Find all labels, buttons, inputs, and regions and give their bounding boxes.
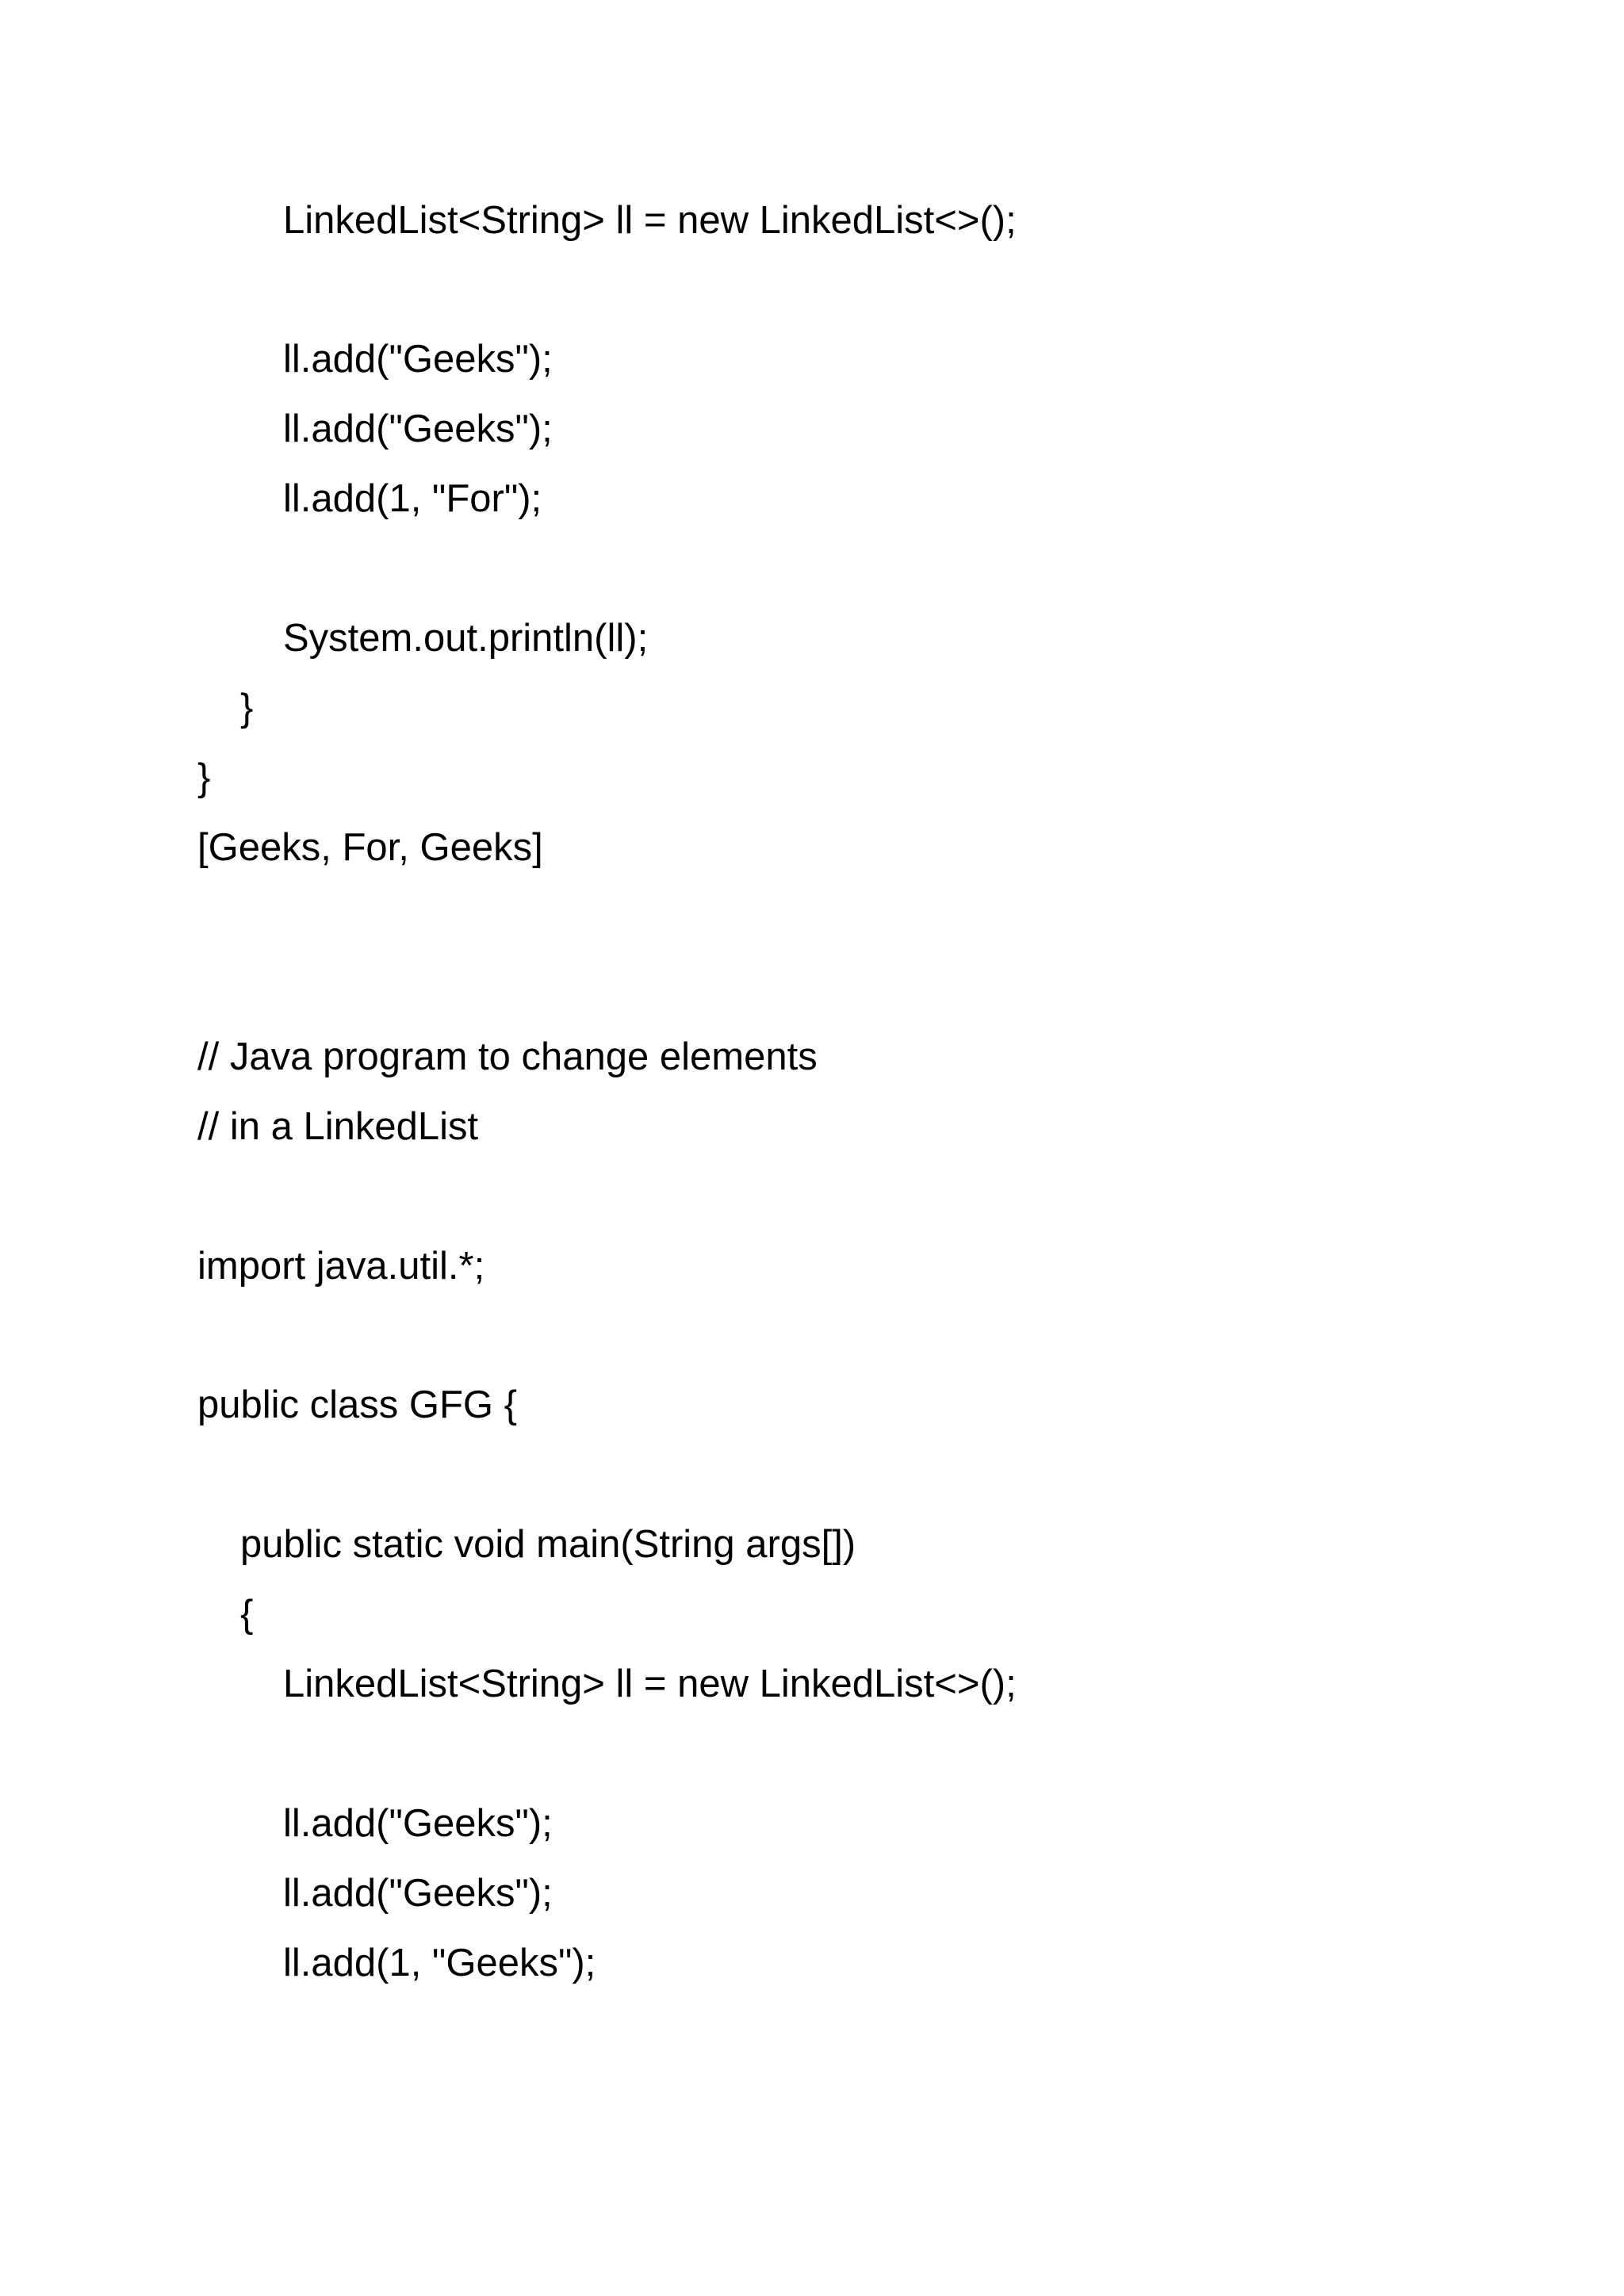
code-line: System.out.println(ll);	[283, 617, 649, 660]
code-line: ll.add(1, "For");	[283, 477, 542, 520]
code-line: public static void main(String args[])	[240, 1523, 856, 1566]
comment-line: // in a LinkedList	[197, 1105, 479, 1148]
code-line: }	[240, 687, 254, 729]
comment-line: // Java program to change elements	[197, 1035, 818, 1078]
code-line: public class GFG {	[197, 1383, 518, 1426]
code-line: {	[240, 1593, 254, 1636]
code-line: ll.add("Geeks");	[283, 338, 553, 381]
output-line: [Geeks, For, Geeks]	[197, 826, 543, 869]
code-line: }	[197, 756, 211, 799]
code-line: LinkedList<String> ll = new LinkedList<>();	[283, 199, 1017, 242]
code-line: ll.add("Geeks");	[283, 408, 553, 450]
code-line: import java.util.*;	[197, 1245, 485, 1288]
code-line: ll.add(1, "Geeks");	[283, 1942, 596, 1984]
code-line: LinkedList<String> ll = new LinkedList<>();	[283, 1663, 1017, 1705]
code-line: ll.add("Geeks");	[283, 1872, 553, 1915]
code-line: ll.add("Geeks");	[283, 1802, 553, 1845]
